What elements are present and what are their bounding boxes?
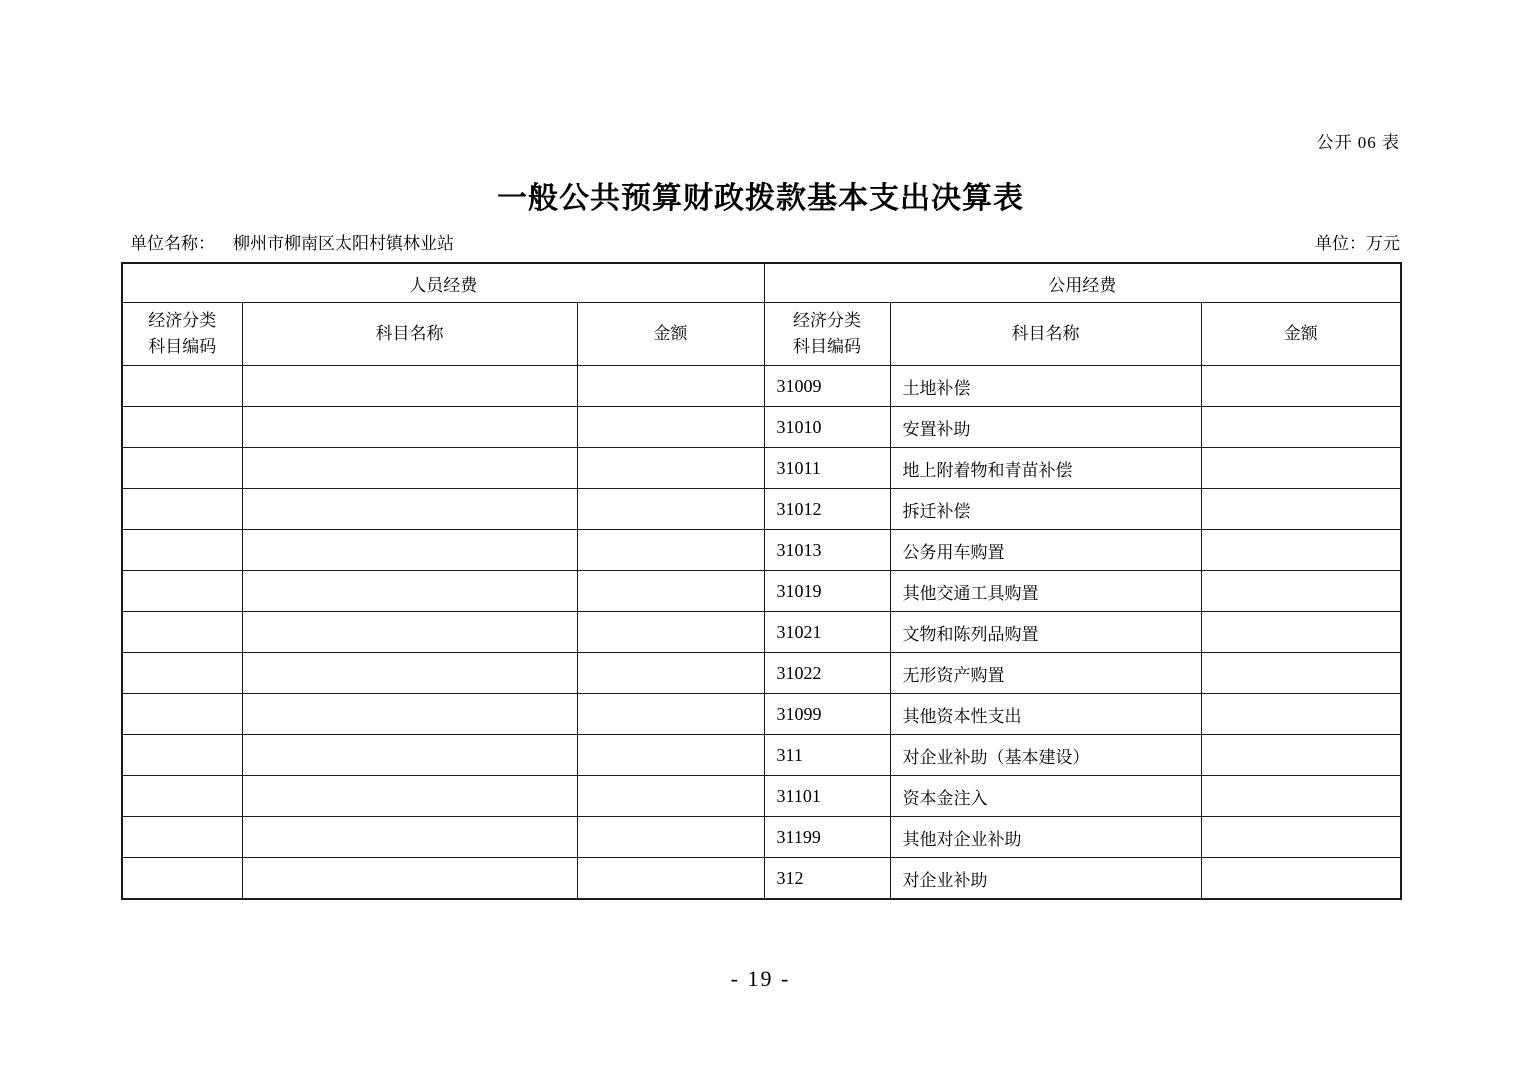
table-row xyxy=(122,407,1401,448)
right-code-cell: 31021 xyxy=(764,612,890,653)
right-code-cell: 31019 xyxy=(764,571,890,612)
left-amount-cell xyxy=(577,817,764,858)
left-name-cell xyxy=(242,489,577,530)
left-name-cell xyxy=(242,858,577,900)
left-code-cell xyxy=(122,366,242,407)
right-code-cell: 31012 xyxy=(764,489,890,530)
left-amount-cell xyxy=(577,735,764,776)
left-name-cell xyxy=(242,735,577,776)
right-amount-cell xyxy=(1201,612,1401,653)
right-code-cell: 31013 xyxy=(764,530,890,571)
left-amount-cell xyxy=(577,571,764,612)
left-amount-header: 金额 xyxy=(577,303,764,366)
unit-name-line xyxy=(121,229,454,254)
left-code-header-line2: 科目编码 xyxy=(148,337,217,356)
right-name-cell: 其他交通工具购置 xyxy=(890,571,1201,612)
table-row xyxy=(122,612,1401,653)
right-code-cell: 31101 xyxy=(764,776,890,817)
right-code-cell: 31010 xyxy=(764,407,890,448)
right-name-cell: 对企业补助（基本建设） xyxy=(890,735,1201,776)
table-row xyxy=(122,776,1401,817)
right-amount-cell xyxy=(1201,776,1401,817)
right-amount-cell xyxy=(1201,858,1401,900)
right-amount-cell xyxy=(1201,366,1401,407)
table-row xyxy=(122,448,1401,489)
right-name-cell: 无形资产购置 xyxy=(890,653,1201,694)
currency-unit-label: 单位：万元 xyxy=(1315,234,1400,253)
left-name-cell xyxy=(242,612,577,653)
right-amount-cell xyxy=(1201,530,1401,571)
left-name-cell xyxy=(242,448,577,489)
right-code-cell: 311 xyxy=(764,735,890,776)
right-name-header: 科目名称 xyxy=(890,303,1201,366)
right-name-cell: 拆迁补偿 xyxy=(890,489,1201,530)
left-code-cell xyxy=(122,776,242,817)
right-group-header: 公用经费 xyxy=(764,263,1401,303)
table-row xyxy=(122,366,1401,407)
right-amount-header: 金额 xyxy=(1201,303,1401,366)
left-amount-cell xyxy=(577,448,764,489)
right-name-cell: 资本金注入 xyxy=(890,776,1201,817)
left-name-cell xyxy=(242,407,577,448)
unit-info-line xyxy=(121,229,1400,254)
left-code-cell xyxy=(122,489,242,530)
left-code-cell xyxy=(122,407,242,448)
table-row xyxy=(122,489,1401,530)
right-code-cell: 31022 xyxy=(764,653,890,694)
left-code-header xyxy=(122,303,242,366)
left-code-cell xyxy=(122,530,242,571)
right-name-cell: 其他对企业补助 xyxy=(890,817,1201,858)
left-amount-cell xyxy=(577,653,764,694)
right-name-cell: 公务用车购置 xyxy=(890,530,1201,571)
left-code-cell xyxy=(122,653,242,694)
table-row xyxy=(122,858,1401,900)
left-amount-cell xyxy=(577,776,764,817)
right-code-cell: 31099 xyxy=(764,694,890,735)
left-code-cell xyxy=(122,448,242,489)
column-header-row xyxy=(122,303,1401,366)
doc-form-label: 公开 06 表 xyxy=(1316,133,1400,152)
page-number: - 19 - xyxy=(730,966,791,991)
right-amount-cell xyxy=(1201,407,1401,448)
left-amount-cell xyxy=(577,489,764,530)
right-amount-cell xyxy=(1201,571,1401,612)
table-row xyxy=(122,817,1401,858)
left-code-cell xyxy=(122,571,242,612)
right-name-cell: 文物和陈列品购置 xyxy=(890,612,1201,653)
left-group-header: 人员经费 xyxy=(122,263,764,303)
table-row xyxy=(122,694,1401,735)
left-code-cell xyxy=(122,694,242,735)
left-name-header: 科目名称 xyxy=(242,303,577,366)
group-header-row xyxy=(122,263,1401,303)
left-amount-cell xyxy=(577,530,764,571)
right-name-cell: 对企业补助 xyxy=(890,858,1201,900)
right-name-cell: 地上附着物和青苗补偿 xyxy=(890,448,1201,489)
table-row xyxy=(122,653,1401,694)
left-code-cell xyxy=(122,735,242,776)
right-amount-cell xyxy=(1201,694,1401,735)
left-code-cell xyxy=(122,612,242,653)
right-code-header-line1: 经济分类 xyxy=(793,311,862,330)
right-amount-cell xyxy=(1201,735,1401,776)
left-code-cell xyxy=(122,817,242,858)
unit-name-value: 柳州市柳南区太阳村镇林业站 xyxy=(233,234,454,253)
right-code-cell: 31011 xyxy=(764,448,890,489)
left-name-cell xyxy=(242,817,577,858)
right-code-header-line2: 科目编码 xyxy=(793,337,862,356)
left-amount-cell xyxy=(577,407,764,448)
left-amount-cell xyxy=(577,612,764,653)
left-name-cell xyxy=(242,366,577,407)
unit-name-label: 单位名称： xyxy=(130,234,215,253)
right-name-cell: 土地补偿 xyxy=(890,366,1201,407)
left-amount-cell xyxy=(577,366,764,407)
left-name-cell xyxy=(242,571,577,612)
right-code-cell: 31199 xyxy=(764,817,890,858)
right-name-cell: 安置补助 xyxy=(890,407,1201,448)
page-title: 一般公共预算财政拨款基本支出决算表 xyxy=(497,182,1024,215)
left-code-header-line1: 经济分类 xyxy=(148,311,217,330)
right-amount-cell xyxy=(1201,653,1401,694)
right-code-cell: 31009 xyxy=(764,366,890,407)
left-name-cell xyxy=(242,530,577,571)
table-body xyxy=(122,366,1401,900)
right-code-header xyxy=(764,303,890,366)
left-amount-cell xyxy=(577,858,764,900)
left-amount-cell xyxy=(577,694,764,735)
right-amount-cell xyxy=(1201,817,1401,858)
budget-table xyxy=(121,262,1402,900)
table-row xyxy=(122,735,1401,776)
table-row xyxy=(122,530,1401,571)
right-amount-cell xyxy=(1201,489,1401,530)
right-code-cell: 312 xyxy=(764,858,890,900)
left-name-cell xyxy=(242,694,577,735)
left-code-cell xyxy=(122,858,242,900)
table-row xyxy=(122,571,1401,612)
left-name-cell xyxy=(242,653,577,694)
left-name-cell xyxy=(242,776,577,817)
right-name-cell: 其他资本性支出 xyxy=(890,694,1201,735)
right-amount-cell xyxy=(1201,448,1401,489)
